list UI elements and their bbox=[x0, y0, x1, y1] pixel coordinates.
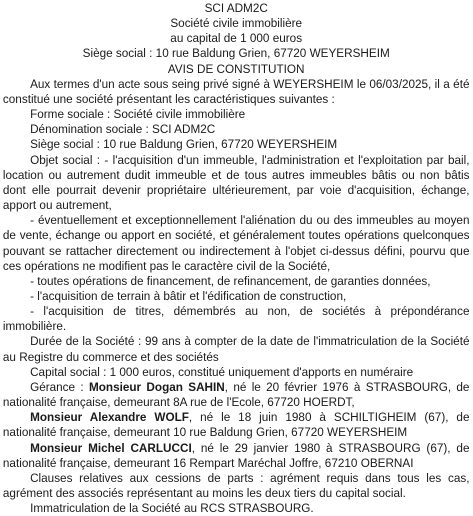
intro-paragraph: Aux termes d'un acte sous seing privé signé à WEYERSHEIM le 06/03/2025, il a été constitué une société présentant les caractéristiques suivantes : bbox=[2, 76, 470, 106]
company-type: Société civile immobilière bbox=[170, 16, 303, 31]
manager-3-name: Monsieur Michel CARLUCCI bbox=[30, 440, 192, 455]
company-denomination: Dénomination sociale : SCI ADM2C bbox=[30, 122, 216, 137]
manager-3 bbox=[3, 441, 470, 471]
manager-2-details: , né le 18 juin 1980 à SCHILTIGHEIM (67), de nationalité française, demeurant 10 rue Baldung Grien, 67720 WEYERSHEIM bbox=[2, 410, 470, 440]
company-capital: au capital de 1 000 euros bbox=[170, 31, 303, 46]
corporate-purpose-land: - l'acquisition de terrain à bâtir et l'édification de construction, bbox=[30, 288, 347, 303]
manager-1 bbox=[3, 380, 470, 410]
registration-notice: Immatriculation de la Société au RCS STRASBOURG. bbox=[30, 501, 314, 516]
management-label: Gérance : bbox=[30, 379, 89, 394]
manager-1-details: , né le 20 février 1976 à STRASBOURG, de nationalité française, demeurant 8A rue de l'Ecole, 67720 HOERDT, bbox=[2, 379, 470, 410]
share-capital: Capital social : 1 000 euros, constitué uniquement d'apports en numéraire bbox=[30, 364, 414, 379]
legal-form: Forme sociale : Société civile immobilière bbox=[30, 107, 246, 122]
share-transfer-clauses: Clauses relatives aux cessions de parts : agrément requis dans tous les cas, agrément des associés représentant au moins les deux tiers du capital social. bbox=[2, 470, 470, 500]
manager-1-name: Monsieur Dogan SAHIN bbox=[88, 379, 225, 394]
manager-2 bbox=[3, 410, 470, 440]
manager-3-details: , né le 29 janvier 1980 à STRASBOURG (67), de nationalité française, demeurant 16 Rempart Maréchal Joffre, 67210 OBERNAI bbox=[2, 440, 470, 470]
corporate-purpose: Objet social : - l'acquisition d'un immeuble, l'administration et l'exploitation par bail, location ou autrement dudit immeuble et de tous autres immeubles bâtis ou non bâtis dont elle pourrait devenir propriétaire ultérieurement, par voie d'acquisition, échange, apport ou autrement, bbox=[2, 152, 470, 213]
corporate-purpose-sale: - éventuellement et exceptionnellement l'aliénation du ou des immeubles au moyen de vente, échange ou apport en société, et généralement toutes opérations quelconques pouvant se rattacher directement ou indirectement à l'objet ci-dessus défini, pourvu que ces opérations ne modifient pas le caractère civil de la Société, bbox=[2, 213, 470, 273]
company-name: SCI ADM2C bbox=[204, 1, 268, 15]
company-seat: Siège social : 10 rue Baldung Grien, 67720 WEYERSHEIM bbox=[82, 46, 390, 61]
manager-2-name: Monsieur Alexandre WOLF bbox=[30, 410, 189, 425]
notice-title: AVIS DE CONSTITUTION bbox=[167, 61, 305, 76]
corporate-purpose-securities: - l'acquisition de titres, démembrés au non, de sociétés à prépondérance immobilière. bbox=[2, 304, 470, 334]
registered-office: Siège social : 10 rue Baldung Grien, 67720 WEYERSHEIM bbox=[30, 137, 338, 152]
corporate-purpose-financing: - toutes opérations de financement, de refinancement, de garanties données, bbox=[30, 273, 431, 288]
company-duration: Durée de la Société : 99 ans à compter de la date de l'immatriculation de la Société au Registre du commerce et des sociétés bbox=[2, 334, 470, 364]
